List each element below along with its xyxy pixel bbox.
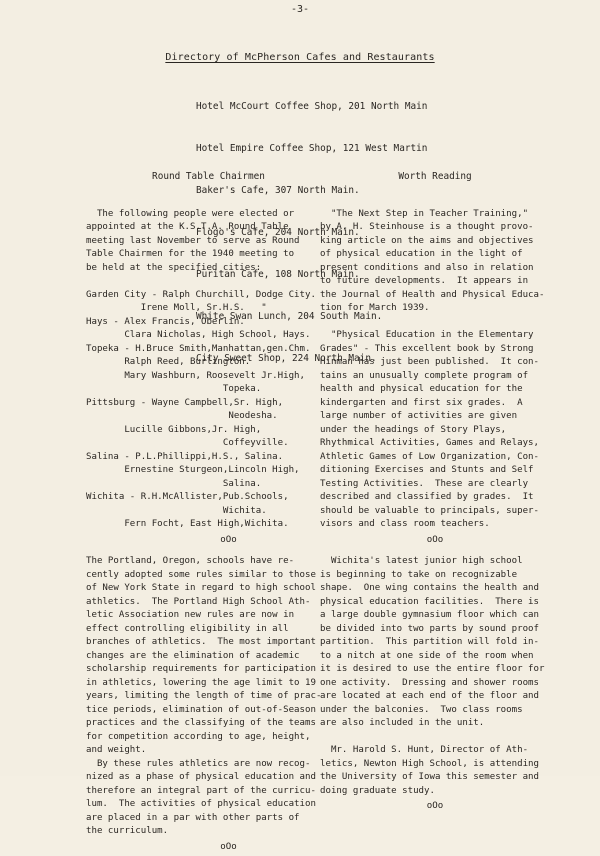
separator: oOo: [220, 534, 237, 545]
directory-entry: City Sweet Shop, 224 North Main.: [196, 353, 377, 364]
worth-reading-title: Worth Reading: [398, 171, 472, 182]
portland-paragraph: The Portland, Oregon, schools have re- cently adopted some rules similar to those of New York State in regard to high school athletics. The Portland High School Ath- letic Association new rules are now in effect controlling eligibility in all branches of athletics. The most important changes are the elimination of academic scholarship requirements for participation in athletics, lowering the age limit to 19 years, limiting the length of time of prac- tice periods, elimination of out-of-Season practices and the classifying of the teams for competition according to age, height, and weight.: [86, 556, 322, 755]
wichita-paragraph: Wichita's latest junior high school is beginning to take on recognizable shape. One wing contains the health and physical education facilities. There is a large double gymnasium floor which can be divided into two parts by sound proof partition. This partition will fold in- to a nitch at one side of the room when it is desired to use the entire floor for one activity. Dressing and shower rooms are located at each end of the floor and under the balconies. Two class rooms are also included in the unit.: [320, 556, 545, 728]
left-column: [86, 170, 331, 856]
directory-entry: Baker's Cafe, 307 North Main.: [196, 185, 360, 196]
directory-entry: Hotel McCourt Coffee Shop, 201 North Main: [196, 101, 428, 112]
separator: oOo: [426, 534, 444, 545]
directory-entry: Puritan Cafe, 108 North Main.: [196, 269, 360, 280]
steinhouse-paragraph: "The Next Step in Teacher Training," by A. H. Steinhouse is a thought provo- king article on the aims and objectives of physical education in the light of present conditions and also in relation to future developments. It appears in the Journal of Health and Physical Educa- tion for March 1939.: [320, 208, 545, 313]
round-table-title: Round Table Chairmen: [152, 171, 265, 182]
directory-entry: Flogo's Cafe, 204 North Main.: [196, 227, 360, 238]
recognized-paragraph: By these rules athletics are now recog- nized as a phase of physical education and therefore an integral part of the curricu- lum. The activities of physical education are placed in a par with other parts of the curriculum.: [86, 758, 316, 836]
hunt-paragraph: Mr. Harold S. Hunt, Director of Ath- letics, Newton High School, is attending the University of Iowa this semester and doing graduate study.: [320, 745, 539, 796]
round-table-intro: The following people were elected or appointed at the K.S.T.A. Round Table meeting last November to serve as Round Table Chairmen for the 1940 meeting to be held at the specified cities:: [86, 208, 300, 273]
directory-entry: White Swan Lunch, 204 South Main.: [196, 311, 383, 322]
separator: oOo: [220, 841, 237, 852]
page-number: -3-: [290, 4, 310, 15]
directory-title: Directory of McPherson Cafes and Restaurants: [165, 52, 435, 63]
separator: oOo: [426, 801, 444, 811]
directory-entry: Hotel Empire Coffee Shop, 121 West Martin: [196, 143, 428, 154]
right-column: [320, 170, 550, 816]
hinman-paragraph: "Physical Education in the Elementary Grades" - This excellent book by Strong Hinman has just been published. It con- tains an unusually complete program of health and physical education for the kindergarten and first six grades. A large number of activities are given under the headings of Story Plays, Rhythmical Activities, Games and Relays, Athletic Games of Low Organization, Con- ditioning Exercises and Stunts and Self Testing Activities. These are clearly described and classified by grades. It should be valuable to principals, super- visors and class room teachers.: [320, 330, 539, 529]
round-table-chairmen-list: Garden City - Ralph Churchill, Dodge City. Irene Moll, Sr.H.S. " Hays - Alex Francis, Oberlin. Clara Nicholas, High School, Hays. Topeka - H.Bruce Smith,Manhattan,gen.Chm. Ralph Reed, Burlington. Mary Washburn, Roosevelt Jr.High, Topeka. Pittsburg - Wayne Campbell,Sr. High, Neodesha. Lucille Gibbons,Jr. High, Coffeyville. Salina - P.L.Phillippi,H.S., Salina. Ernestine Sturgeon,Lincoln High, Salina. Wichita - R.H.McAllister,Pub.Schools, Wichita. Fern Focht, East High,Wichita.: [86, 289, 316, 529]
